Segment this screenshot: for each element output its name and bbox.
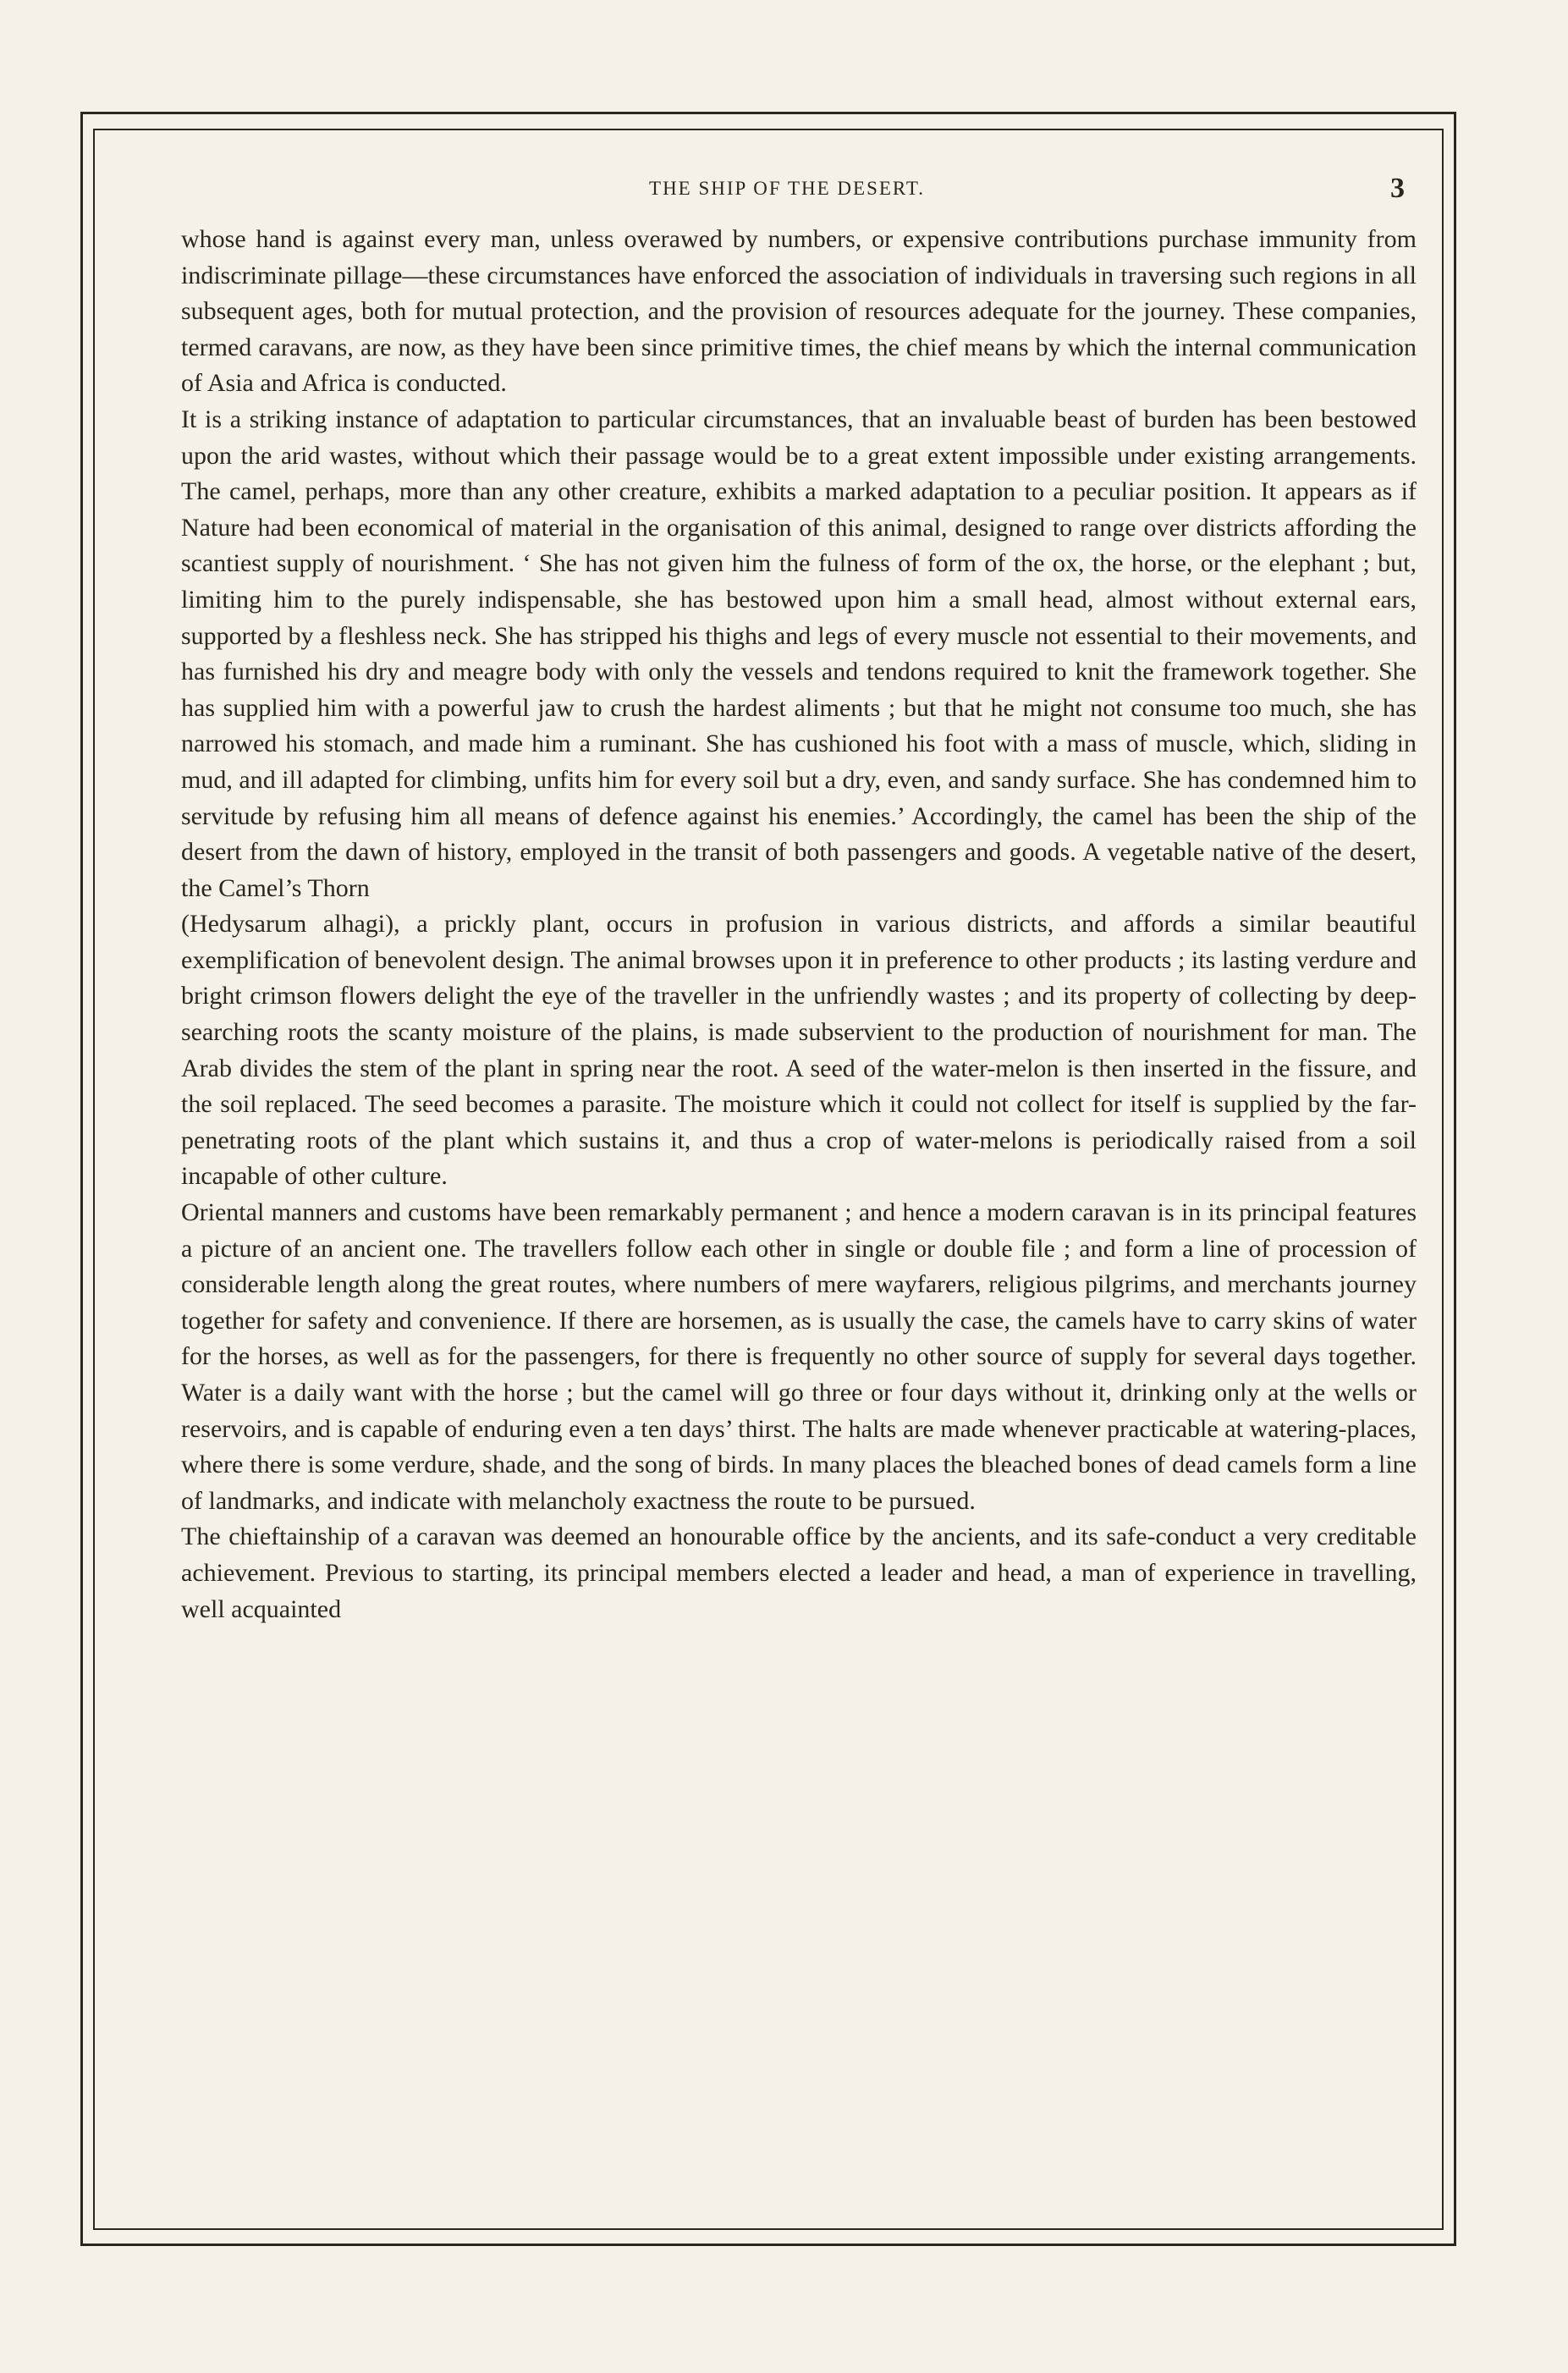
frame-rule-top-outer [80, 112, 1456, 114]
frame-rule-bottom-inner [93, 2228, 1444, 2230]
body-text [181, 222, 1417, 1627]
paragraph-2: It is a striking instance of adaptation to particular circumstances, that an invaluable beast of burden has been bestowed upon the arid wastes, without which their passage would be to a great extent impossible under existing arrangements. The camel, perhaps, more than any other creature, exhibits a marked adaptation to a peculiar position. It appears as if Nature had been economical of material in the organisation of this animal, designed to range over districts affording the scantiest supply of nourishment. ‘ She has not given him the fulness of form of the ox, the horse, or the elephant ; but, limiting him to the purely indispensable, she has bestowed upon him a small head, almost without external ears, supported by a fleshless neck. She has stripped his thighs and legs of every muscle not essential to their movements, and has furnished his dry and meagre body with only the vessels and tendons required to knit the framework together. She has supplied him with a powerful jaw to crush the hardest aliments ; but that he might not consume too much, she has narrowed his stomach, and made him a ruminant. She has cushioned his foot with a mass of muscle, which, sliding in mud, and ill adapted for climbing, unfits him for every soil but a dry, even, and sandy surface. She has condemned him to servitude by refusing him all means of defence against his enemies.’ Accordingly, the camel has been the ship of the desert from the dawn of history, employed in the transit of both passengers and goods. A vegetable native of the desert, the Camel’s Thorn [181, 405, 1417, 902]
paragraph-1: whose hand is against every man, unless overawed by numbers, or expensive contributions purchase immunity from indiscriminate pillage—these circumstances have enforced the association of individuals in traversing such regions in all subsequent ages, both for mutual protection, and the provision of resources adequate for the journey. These companies, termed caravans, are now, as they have been since primitive times, the chief means by which the internal communication of Asia and Africa is conducted. [181, 225, 1417, 398]
paragraph-3: Oriental manners and customs have been remarkably permanent ; and hence a modern caravan is in its principal features a picture of an ancient one. The travellers follow each other in single or double file ; and form a line of procession of considerable length along the great routes, where numbers of mere wayfarers, religious pilgrims, and merchants journey together for safety and convenience. If there are horsemen, as is usually the case, the camels have to carry skins of water for the horses, as well as for the passengers, for there is frequently no other source of supply for several days together. Water is a daily want with the horse ; but the camel will go three or four days without it, drinking only at the wells or reservoirs, and is capable of enduring even a ten days’ thirst. The halts are made whenever practicable at watering-places, where there is some verdure, shade, and the song of birds. In many places the bleached bones of dead camels form a line of landmarks, and indicate with melancholy exactness the route to be pursued. [181, 1198, 1417, 1515]
paragraph-2-continued: (Hedysarum alhagi), a prickly plant, occurs in profusion in various districts, and affords a similar beautiful exemplification of benevolent design. The animal browses upon it in preference to other products ; its lasting verdure and bright crimson flowers delight the eye of the traveller in the unfriendly wastes ; and its property of collecting by deep-searching roots the scanty moisture of the plains, is made subservient to the production of nourishment for man. The Arab divides the stem of the plant in spring near the root. A seed of the water-melon is then inserted in the fissure, and the soil replaced. The seed becomes a parasite. The moisture which it could not collect for itself is supplied by the far-penetrating roots of the plant which sustains it, and thus a crop of water-melons is periodically raised from a soil incapable of other culture. [181, 910, 1417, 1191]
page-number: 3 [1390, 173, 1405, 204]
running-head [169, 173, 1405, 212]
frame-rule-bottom-outer [80, 2244, 1456, 2246]
running-title: THE SHIP OF THE DESERT. [649, 178, 925, 199]
frame-rule-top-inner [93, 129, 1444, 130]
frame-rule-right-inner [1442, 129, 1444, 2230]
paragraph-4: The chieftainship of a caravan was deemed an honourable office by the ancients, and its safe-conduct a very creditable achievement. Previous to starting, its principal members elected a leader and head, a man of experience in travelling, well acquainted [181, 1522, 1417, 1623]
frame-rule-left-outer [80, 112, 83, 2246]
frame-rule-right-outer [1454, 112, 1456, 2246]
frame-rule-left-inner [93, 129, 95, 2230]
